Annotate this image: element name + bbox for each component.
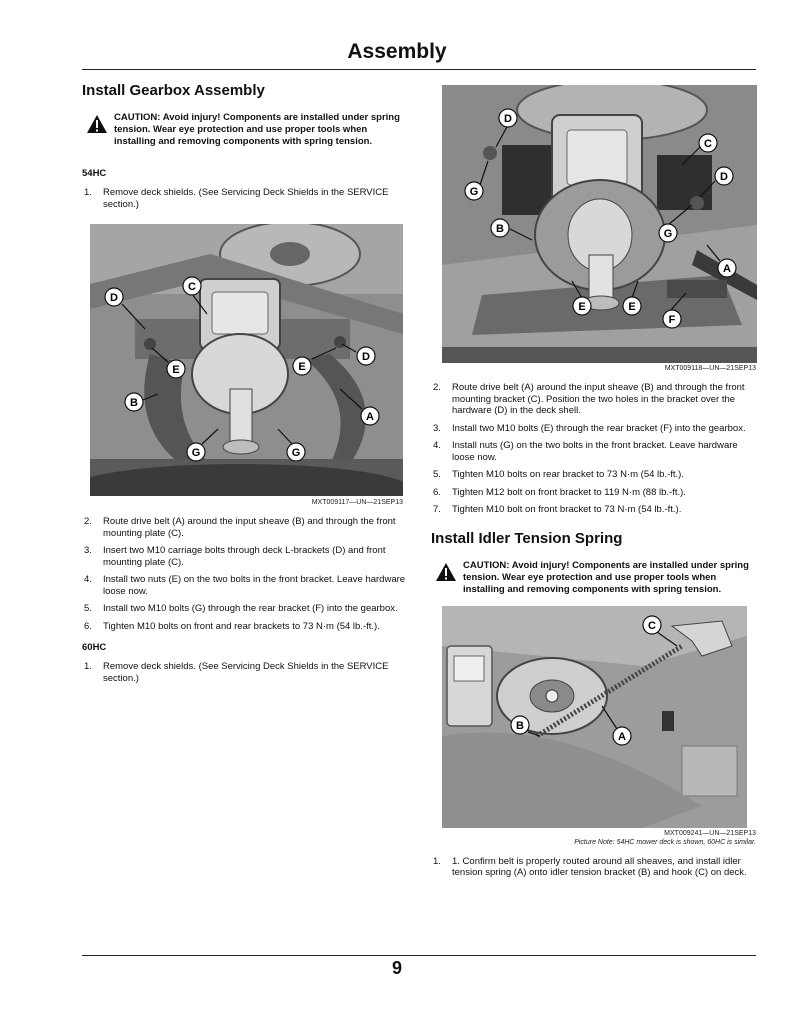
step-item: 4. Install nuts (G) on the two bolts in the front bracket. Leave hardware loose now. [433,440,738,463]
step-item: 1. Remove deck shields. (See Servicing Deck Shields in the SERVICE section.) [84,661,389,684]
subheading-60hc: 60HC [82,642,107,653]
idler-spring-photo-illustration [442,606,747,828]
callout-d-right: D [720,171,728,183]
step-item: 2. Route drive belt (A) around the input sheave (B) and through the front mounting bracket (C). Position the two holes in the bracket over the hardware (D) in the deck shell. [433,382,745,416]
callout-e-left: E [172,364,180,376]
steps-60hc-post [431,382,756,516]
section-heading-spring: Install Idler Tension Spring [431,529,623,547]
picture-note: Picture Note: 54HC mower deck is shown, 60HC is similar. [574,838,756,846]
figure-gearbox-60hc [442,85,757,363]
steps-60hc [82,661,407,684]
callout-c: C [648,619,656,632]
step-item: 2. Route drive belt (A) around the input sheave (B) and through the front mounting plate (C). [84,516,396,539]
step-item: 5. Install two M10 bolts (G) through the rear bracket (F) into the gearbox. [84,603,398,614]
callout-d-top: D [504,113,512,125]
step-item: 3. Install two M10 bolts (E) through the rear bracket (F) into the gearbox. [433,422,746,434]
figure-id-3: MXT009241—UN—21SEP13 [664,829,756,837]
steps-54hc-post [82,516,407,632]
step-item: 4. Install two nuts (E) on the two bolts in the front bracket. Leave hardware loose now. [84,574,406,597]
steps-54hc-pre [82,187,407,210]
callout-f: F [668,314,676,326]
callout-a: A [618,730,626,743]
page-title: Assembly [347,40,447,63]
callout-c: C [704,138,712,150]
step-item: 6. Tighten M12 bolt on front bracket to 119 N·m (88 lb.-ft.). [433,486,686,498]
header-rule [82,69,756,70]
gearbox-photo-illustration [90,224,403,496]
callout-a: A [366,411,374,423]
callout-c: C [188,281,196,293]
callout-g-right: G [663,228,673,240]
caution-block-2 [431,560,756,596]
callout-d-left: D [110,292,118,304]
caution-block [82,112,407,148]
step-item: 6. Tighten M10 bolts on front and rear brackets to 73 N·m (54 lb.-ft.). [84,620,380,632]
caution-text: CAUTION: Avoid injury! Components are installed under spring tension. Wear eye protection and use proper tools when installing and removing components with spring tension. [114,112,400,147]
section-heading-gearbox: Install Gearbox Assembly [82,82,265,99]
subheading-54hc: 54HC [82,168,107,179]
figure-gearbox-54hc [90,224,403,496]
left-column [82,82,407,690]
callout-d-right: D [362,351,370,363]
steps-spring [431,856,756,879]
footer-rule [82,955,756,956]
callout-e-left: E [578,301,586,313]
step-item: 1. Remove deck shields. (See Servicing Deck Shields in the SERVICE section.) [84,187,389,210]
callout-e-right: E [628,301,636,313]
figure-id-2: MXT009118—UN—21SEP13 [664,365,756,372]
warning-triangle-icon [86,114,108,134]
callout-g-right: G [291,447,301,459]
page-number: 9 [391,958,402,978]
caution-text-2: CAUTION: Avoid injury! Components are installed under spring tension. Wear eye protection and use proper tools when installing and removing components with spring tension. [463,559,749,595]
right-column [431,85,756,885]
callout-b: B [130,397,138,409]
callout-e-right: E [298,361,306,373]
callout-g-left: G [191,447,201,459]
warning-triangle-icon [435,562,457,582]
callout-b: B [516,719,524,732]
callout-a: A [723,263,731,275]
callout-g-left: G [469,186,479,198]
callout-b: B [496,223,504,235]
figure-id-1: MXT009117—UN—21SEP13 [311,499,403,506]
figure-idler-spring [442,606,747,828]
gearbox-60hc-photo-illustration [442,85,757,363]
step-item: 3. Insert two M10 carriage bolts through deck L-brackets (D) and front mounting plate (C). [84,545,386,568]
step-item: 5. Tighten M10 bolts on rear bracket to 73 N·m (54 lb.-ft.). [433,469,684,480]
step-item: 1. 1. Confirm belt is properly routed around all sheaves, and install idler tension spring (A) onto idler tension bracket (B) and hook (C) on deck. [433,855,747,878]
step-item: 7. Tighten M10 bolt on front bracket to 73 N·m (54 lb.-ft.). [433,504,682,515]
